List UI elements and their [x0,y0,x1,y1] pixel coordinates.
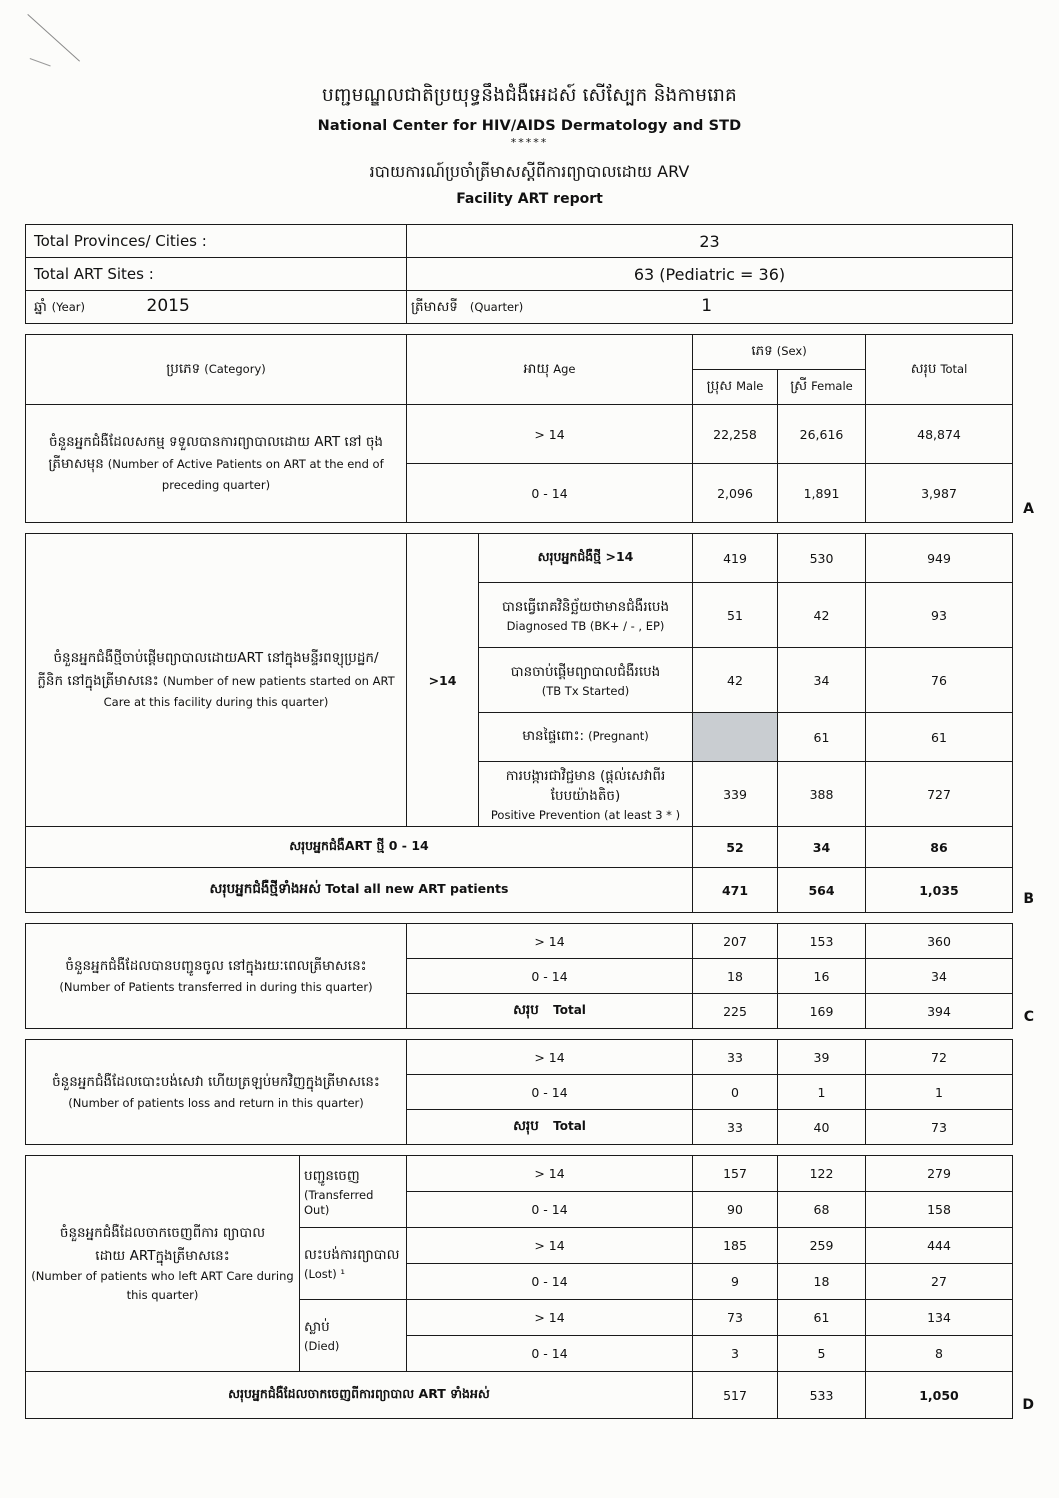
subgroup-label-khmer: លះបង់ការព្យាបាល [304,1247,400,1263]
age-cell: > 14 [407,924,693,959]
document-header [0,84,1059,207]
value-female: 39 [778,1040,866,1075]
value-female: 61 [778,713,866,762]
value-male: 22,258 [693,405,778,464]
category-header-khmer: ប្រភេទ [166,360,201,377]
total-label-english: Total [553,1003,586,1017]
total-header-khmer: សរុប [910,360,937,377]
row-label [479,762,693,827]
row-label [479,648,693,713]
section-d-category-english: (Number of patients who left ART Care during this quarter) [31,1268,294,1302]
total-label-khmer: សរុប [513,1002,539,1018]
section-a-category [26,405,407,523]
section-c-category-khmer: ចំនួនអ្នកជំងឺដែលបានបញ្ជូនចូល នៅក្នុងរយៈពេលត្រីមាសនេះ [65,958,367,975]
value-male: 33 [693,1110,778,1145]
value-female: 16 [778,959,866,994]
age-cell: > 14 [407,1040,693,1075]
section-c-category-english: (Number of Patients transferred in during this quarter) [59,979,373,994]
section-d-total-label: សរុបអ្នកជំងឺដែលចាកចេញពីការព្យាបាល ART ទាំងអស់ [26,1372,693,1419]
section-b-total-label-khmer: សរុបអ្នកជំងឺថ្មីទាំងអស់ [209,881,321,897]
value-female: 40 [778,1110,866,1145]
value-male: 9 [693,1264,778,1300]
column-header-female [778,370,866,405]
table-row [26,258,1013,291]
subgroup-label-english: (Lost) ¹ [304,1267,345,1281]
section-d-category [26,1156,300,1372]
age-cell-total [407,994,693,1029]
section-d-category-khmer-2: ដោយ ARTក្នុងត្រីមាសនេះ [95,1247,230,1264]
age-cell: 0 - 14 [407,1336,693,1372]
organization-title-khmer: បញ្ជមណ្ឌលជាតិប្រយុទ្ធនឹងជំងឺអេដស៍ សើស្បែក និងកាមរោគ [321,85,737,106]
male-header-english: Male [736,379,764,393]
section-a-table [25,334,1013,523]
value-total: 72 [866,1040,1013,1075]
age-cell: 0 - 14 [407,1192,693,1228]
report-table-frame [25,224,1034,1419]
subgroup-label-khmer: បញ្ជូនចេញ [304,1167,360,1184]
section-b-category [26,534,407,827]
column-header-male [693,370,778,405]
row-label [479,583,693,648]
section-d [25,1155,1034,1419]
value-total: 48,874 [866,405,1013,464]
value-female: 564 [778,868,866,913]
sex-header-english: (Sex) [776,344,807,358]
value-male: 90 [693,1192,778,1228]
female-header-english: Female [811,379,853,393]
value-total: 61 [866,713,1013,762]
value-total: 158 [866,1192,1013,1228]
section-c-table [25,923,1013,1029]
section-loss-return-category [26,1040,407,1145]
age-cell: 0 - 14 [407,1264,693,1300]
section-b-table [25,533,1013,913]
total-label-english: Total [553,1119,586,1133]
value-total: 34 [866,959,1013,994]
value-female: 169 [778,994,866,1029]
value-female: 5 [778,1336,866,1372]
value-total: 949 [866,534,1013,583]
section-tag-c: C [1023,1009,1034,1025]
section-loss-return [25,1039,1012,1145]
age-cell: 0 - 14 [407,1075,693,1110]
section-tag-b: B [1023,891,1034,907]
value-total: 134 [866,1300,1013,1336]
section-b-category-english: (Number of new patients started on ART Care at this facility during this quarter) [103,673,395,709]
row-label-english: (Pregnant) [588,729,649,743]
value-total: 1,050 [866,1372,1013,1419]
value-male: 207 [693,924,778,959]
table-row [26,868,1013,913]
value-total: 76 [866,648,1013,713]
subgroup-label-khmer: ស្លាប់ [304,1319,330,1335]
row-label-khmer: បានធ្វើរោគវិនិច្ឆ័យថាមានជំងឺរបេង [501,598,670,615]
value-female: 1 [778,1075,866,1110]
age-cell: > 14 [407,1228,693,1264]
value-female: 61 [778,1300,866,1336]
table-row [26,924,1013,959]
value-male: 0 [693,1075,778,1110]
category-header-english: (Category) [204,361,266,376]
value-male: 3 [693,1336,778,1372]
subgroup-label-transferred-out [300,1156,407,1228]
male-header-khmer: ប្រុស [706,378,733,394]
section-loss-return-table [25,1039,1013,1145]
section-b-category-khmer-1: ចំនួនអ្នកជំងឺថ្មីចាប់ផ្ដើមព្យាបាលដោយART នៅក្នុងមន្ទីរពទ្យុប្រដ្ឋក/ [53,650,379,667]
age-cell: > 14 [407,405,693,464]
section-d-category-khmer-1: ចំនួនអ្នកជំងឺដែលចាកចេញពីការ ព្យាបាល [59,1225,266,1242]
value-male: 419 [693,534,778,583]
value-male: 73 [693,1300,778,1336]
table-header-row [26,335,1013,370]
subgroup-label-english: (Died) [304,1339,340,1353]
table-row [26,534,1013,583]
table-row [26,827,1013,868]
age-cell-total [407,1110,693,1145]
value-male: 517 [693,1372,778,1419]
section-a [25,334,1034,523]
row-label-english: Diagnosed TB (BK+ / - , EP) [506,618,665,633]
value-total: 444 [866,1228,1013,1264]
table-row [26,1372,1013,1419]
row-label [479,713,693,762]
row-label: សរុបអ្នកជំងឺថ្មី >14 [479,534,693,583]
subgroup-label-english: (Transferred Out) [304,1187,374,1217]
table-row [26,405,1013,464]
row-label-khmer: ការបង្ការជាវិជ្ជមាន (ផ្ដល់សេវាពីរបែបយ៉ាងតិច) [505,767,666,804]
star-divider: ***** [510,136,549,149]
value-female: 34 [778,827,866,868]
subgroup-label-died [300,1300,407,1372]
section-c [25,923,1034,1029]
value-male-blocked [693,713,778,762]
value-female: 1,891 [778,464,866,523]
value-female: 533 [778,1372,866,1419]
table-row [26,1040,1013,1075]
section-b-pediatric-label: សរុបអ្នកជំងឺART ថ្មី 0 - 14 [26,827,693,868]
value-female: 68 [778,1192,866,1228]
section-tag-a: A [1023,501,1034,517]
age-header-khmer: អាយុ [523,360,550,377]
age-cell: > 14 [407,1300,693,1336]
section-d-table [25,1155,1013,1419]
value-total: 93 [866,583,1013,648]
value-male: 185 [693,1228,778,1264]
organization-title-english: National Center for HIV/AIDS Dermatology and STD [317,118,742,134]
quarter-cell [407,291,1013,324]
quarter-label-english: (Quarter) [469,300,524,314]
row-label-khmer: បានចាប់ផ្ដើមព្យាបាលជំងឺរបេង [510,663,661,680]
report-title-english: Facility ART report [456,191,603,207]
total-label-khmer: សរុប [513,1118,539,1134]
value-male: 2,096 [693,464,778,523]
value-female: 42 [778,583,866,648]
year-value: 2015 [146,296,190,316]
column-header-category [26,335,407,405]
section-tag-d: D [1022,1397,1034,1413]
value-female: 122 [778,1156,866,1192]
table-row [26,225,1013,258]
section-b-total-label-english: Total all new ART patients [325,881,509,896]
value-female: 18 [778,1264,866,1300]
age-header-english: Age [553,361,576,376]
total-art-sites-label: Total ART Sites : [26,258,407,291]
value-total: 8 [866,1336,1013,1372]
section-a-category-english: (Number of Active Patients on ART at the end of preceding quarter) [107,457,384,493]
section-loss-return-category-english: (Number of patients loss and return in this quarter) [68,1095,364,1110]
value-female: 530 [778,534,866,583]
value-male: 18 [693,959,778,994]
value-female: 26,616 [778,405,866,464]
column-header-total [866,335,1013,405]
age-cell: > 14 [407,1156,693,1192]
value-male: 339 [693,762,778,827]
year-cell [26,291,407,324]
age-cell: 0 - 14 [407,464,693,523]
total-header-english: Total [940,361,968,376]
value-male: 225 [693,994,778,1029]
value-female: 34 [778,648,866,713]
value-total: 727 [866,762,1013,827]
section-a-category-khmer-2: ត្រីមាសមុន [48,456,104,473]
value-male: 157 [693,1156,778,1192]
scan-artifact [28,14,88,70]
value-total: 1,035 [866,868,1013,913]
year-label-khmer: ឆ្នាំ [34,299,47,315]
age-cell: 0 - 14 [407,959,693,994]
section-b-total-label [26,868,693,913]
report-title-khmer: របាយការណ៍ប្រចាំត្រីមាសស្ដីពីការព្យាបាលដោយ ARV [369,162,690,181]
section-loss-return-category-khmer: ចំនួនអ្នកជំងឺដែលបោះបង់សេវា ហើយត្រឡប់មកវិញក្នុងត្រីមាសនេះ [52,1074,380,1091]
total-provinces-label: Total Provinces/ Cities : [26,225,407,258]
value-total: 73 [866,1110,1013,1145]
report-meta-table [25,224,1013,324]
value-total: 3,987 [866,464,1013,523]
quarter-label-khmer: ត្រីមាសទី [411,299,458,315]
row-label-khmer: មានផ្ទៃពោះ: [522,728,585,744]
section-b [25,533,1034,913]
section-b-age-group: >14 [407,534,479,827]
value-total: 279 [866,1156,1013,1192]
female-header-khmer: ស្រី [790,378,808,394]
table-row [26,291,1013,324]
value-total: 1 [866,1075,1013,1110]
value-male: 52 [693,827,778,868]
value-total: 27 [866,1264,1013,1300]
sex-header-khmer: ភេទ [751,343,773,359]
value-male: 33 [693,1040,778,1075]
total-art-sites-value: 63 (Pediatric = 36) [407,258,1013,291]
section-a-category-khmer-1: ចំនួនអ្នកជំងឺដែលសកម្ម ទទួលបានការព្យាបាលដោយ ART នៅ ចុង [49,433,383,450]
value-male: 471 [693,868,778,913]
section-c-category [26,924,407,1029]
total-provinces-value: 23 [407,225,1013,258]
column-header-age [407,335,693,405]
value-total: 394 [866,994,1013,1029]
column-header-sex [693,335,866,370]
value-female: 153 [778,924,866,959]
row-label-english: Positive Prevention (at least 3 * ) [490,807,681,822]
value-female: 259 [778,1228,866,1264]
value-total: 86 [866,827,1013,868]
year-label-english: (Year) [51,300,85,314]
quarter-value: 1 [701,296,713,316]
subgroup-label-lost [300,1228,407,1300]
table-row [26,1156,1013,1192]
value-total: 360 [866,924,1013,959]
value-male: 42 [693,648,778,713]
section-b-category-khmer-2: ក្លីនិក នៅក្នុងត្រីមាសនេះ [37,672,159,689]
value-male: 51 [693,583,778,648]
value-female: 388 [778,762,866,827]
row-label-english: (TB Tx Started) [541,683,630,698]
